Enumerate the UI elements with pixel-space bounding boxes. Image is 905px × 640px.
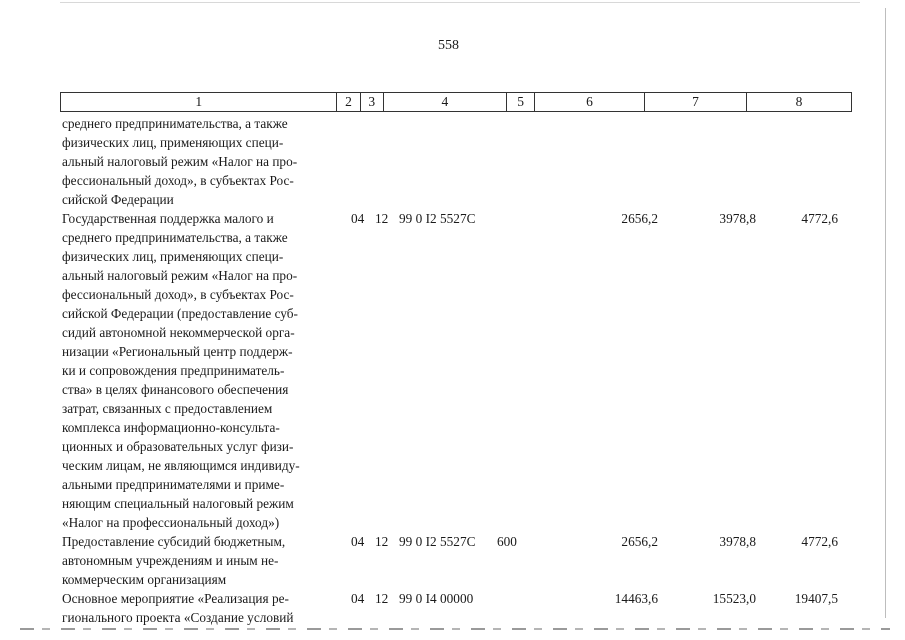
header-col-1: 1 [61,93,337,111]
description-line: няющим специальный налоговый режим [62,496,294,511]
amount-year-3: 4772,6 [801,211,838,226]
description-line: низации «Региональный центр поддерж- [62,344,293,359]
amount-year-1: 2656,2 [621,211,658,226]
scan-artifact-top [60,2,860,3]
amount-year-2: 3978,8 [719,211,756,226]
description-line: ческим лицам, не являющимся индивиду- [62,458,300,473]
description-line: ки и сопровождения предприниматель- [62,363,285,378]
description-line: автономным учреждениям и иным не- [62,553,279,568]
description-line: комплекса информационно-консульта- [62,420,280,435]
scan-artifact-bottom [20,628,890,630]
description-line: физических лиц, применяющих специ- [62,135,284,150]
amount-year-1: 14463,6 [614,591,658,606]
table-header-row [60,92,852,112]
amount-year-2: 3978,8 [719,534,756,549]
description-line: Основное мероприятие «Реализация ре- [62,591,289,606]
description-line: сийской Федерации [62,192,174,207]
subsection-code: 12 [375,591,389,606]
description-line: альными предпринимателями и приме- [62,477,285,492]
description-line: физических лиц, применяющих специ- [62,249,284,264]
table-row [62,532,862,589]
header-col-4: 4 [384,93,507,111]
table-row [62,114,862,209]
target-article-code: 99 0 I4 00000 [399,591,474,606]
header-col-7: 7 [645,93,747,111]
description-line: альный налоговый режим «Налог на про- [62,154,298,169]
row-description [62,589,338,627]
description-line: сийской Федерации (предоставление суб- [62,306,298,321]
description-line: коммерческим организациям [62,572,227,587]
description-line: «Налог на профессиональный доход») [62,515,280,530]
description-line: альный налоговый режим «Налог на про- [62,268,298,283]
section-code: 04 [351,591,365,606]
table-body [62,114,862,627]
description-line: Государственная поддержка малого и [62,211,274,226]
header-col-6: 6 [535,93,645,111]
scan-artifact-right-edge [885,8,886,618]
description-line: Предоставление субсидий бюджетным, [62,534,286,549]
amount-year-1: 2656,2 [621,534,658,549]
target-article-code: 99 0 I2 5527C [399,534,476,549]
subsection-code: 12 [375,534,389,549]
header-col-3: 3 [361,93,384,111]
amount-year-3: 4772,6 [801,534,838,549]
description-line: среднего предпринимательства, а также [62,116,288,131]
amount-year-3: 19407,5 [794,591,838,606]
description-line: гионального проекта «Создание условий [62,610,294,625]
description-line: фессиональный доход», в субъектах Рос- [62,173,294,188]
row-description [62,532,338,589]
row-description [62,114,338,209]
description-line: сидий автономной некоммерческой орга- [62,325,295,340]
section-code: 04 [351,534,365,549]
description-line: фессиональный доход», в субъектах Рос- [62,287,294,302]
table-row [62,209,862,532]
amount-year-2: 15523,0 [712,591,756,606]
description-line: ства» в целях финансового обеспечения [62,382,289,397]
table-row [62,589,862,627]
target-article-code: 99 0 I2 5527C [399,211,476,226]
subsection-code: 12 [375,211,389,226]
description-line: ционных и образовательных услуг физи- [62,439,294,454]
header-col-5: 5 [507,93,535,111]
expense-type-code: 600 [497,534,517,549]
page-number: 558 [438,38,459,53]
section-code: 04 [351,211,365,226]
header-col-2: 2 [337,93,360,111]
description-line: затрат, связанных с предоставлением [62,401,273,416]
header-col-8: 8 [795,94,803,109]
row-description [62,209,338,532]
description-line: среднего предпринимательства, а также [62,230,288,245]
